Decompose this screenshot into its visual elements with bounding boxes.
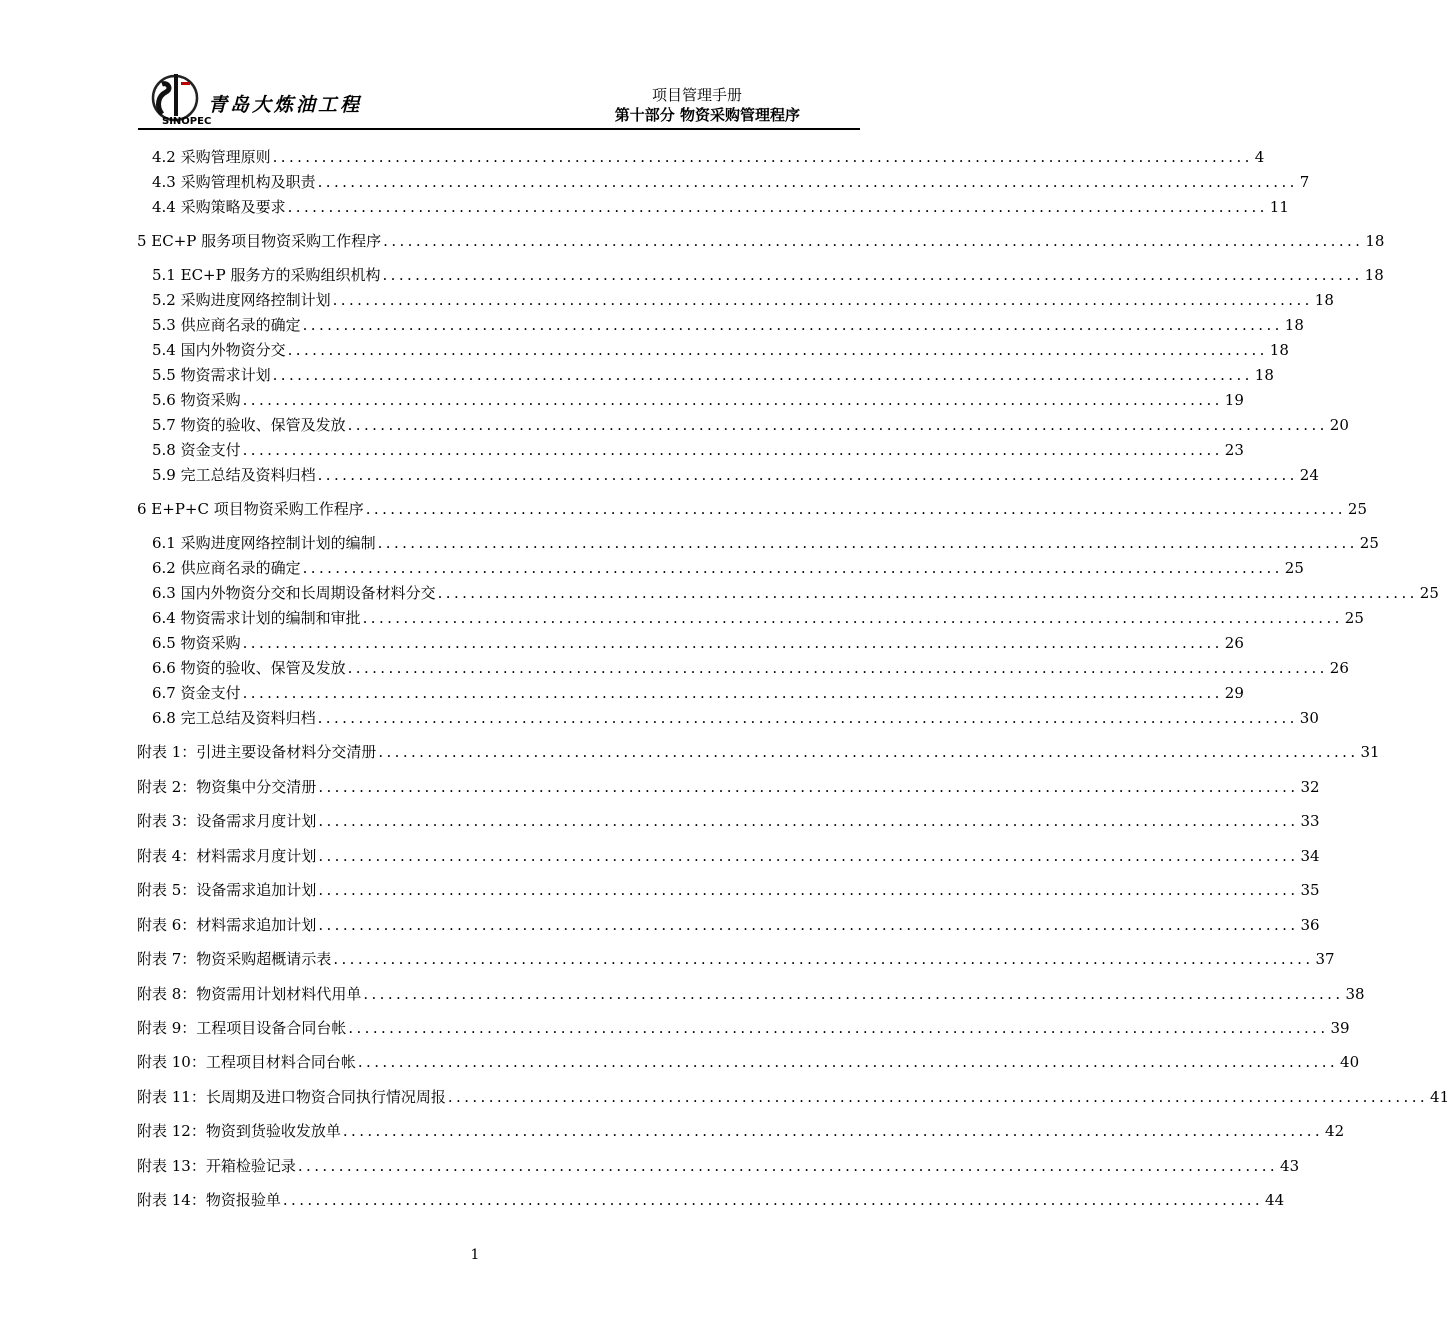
toc-leader-dots: ........................................................................................................................ [447, 1088, 1429, 1106]
toc-entry-title: 附表 2：物资集中分交清册 [137, 778, 317, 796]
toc-entry[interactable] [137, 914, 1320, 936]
toc-entry-page: 18 [1269, 341, 1289, 359]
toc-leader-dots: ........................................................................................................................ [302, 316, 1283, 334]
toc-entry[interactable] [137, 1189, 1285, 1211]
toc-entry-title: 附表 10：工程项目材料合同台帐 [137, 1053, 356, 1071]
toc-entry-page: 30 [1299, 709, 1319, 727]
toc-entry-title: 5.1 EC+P 服务方的采购组织机构 [152, 266, 381, 284]
toc-entry-page: 25 [1359, 534, 1379, 552]
toc-entry[interactable] [152, 657, 1349, 679]
toc-entry[interactable] [137, 1051, 1360, 1073]
toc-entry[interactable] [152, 171, 1310, 193]
toc-entry-title: 6.6 物资的验收、保管及发放 [152, 659, 346, 677]
toc-entry[interactable] [152, 339, 1289, 361]
document-subtitle: 第十部分 物资采购管理程序 [614, 106, 800, 124]
toc-leader-dots: ........................................................................................................................ [347, 659, 1328, 677]
toc-entry[interactable] [137, 879, 1320, 901]
toc-entry-page: 23 [1224, 441, 1244, 459]
toc-entry[interactable] [152, 414, 1349, 436]
toc-leader-dots: ........................................................................................................................ [318, 881, 1299, 899]
toc-entry[interactable] [137, 948, 1335, 970]
toc-leader-dots: ........................................................................................................................ [282, 1191, 1264, 1209]
toc-entry-title: 附表 11：长周期及进口物资合同执行情况周报 [137, 1088, 446, 1106]
toc-entry-page: 4 [1254, 148, 1265, 166]
toc-entry-title: 6.4 物资需求计划的编制和审批 [152, 609, 361, 627]
toc-leader-dots: ........................................................................................................................ [383, 232, 1364, 250]
toc-entry-page: 29 [1224, 684, 1244, 702]
toc-entry[interactable] [152, 682, 1244, 704]
toc-entry-page: 32 [1300, 778, 1320, 796]
toc-entry-title: 6 E+P+C 项目物资采购工作程序 [137, 500, 364, 518]
toc-entry-page: 7 [1299, 173, 1310, 191]
toc-entry-title: 4.3 采购管理机构及职责 [152, 173, 316, 191]
toc-leader-dots: ........................................................................................................................ [242, 634, 1223, 652]
toc-entry[interactable] [152, 314, 1304, 336]
toc-leader-dots: ........................................................................................................................ [317, 466, 1298, 484]
toc-entry[interactable] [137, 230, 1385, 252]
toc-entry[interactable] [137, 810, 1320, 832]
toc-leader-dots: ........................................................................................................................ [272, 366, 1253, 384]
toc-entry-title: 附表 1：引进主要设备材料分交清册 [137, 743, 377, 761]
toc-entry-page: 42 [1325, 1122, 1345, 1140]
toc-leader-dots: ........................................................................................................................ [348, 1019, 1329, 1037]
company-name: 青岛大炼油工程 [208, 94, 363, 116]
toc-entry-page: 44 [1265, 1191, 1285, 1209]
toc-entry[interactable] [137, 1155, 1300, 1177]
document-title: 项目管理手册 [651, 86, 742, 104]
toc-leader-dots: ........................................................................................................................ [437, 584, 1418, 602]
toc-entry-page: 40 [1340, 1053, 1360, 1071]
toc-entry[interactable] [152, 632, 1244, 654]
toc-leader-dots: ........................................................................................................................ [342, 1122, 1324, 1140]
toc-entry[interactable] [137, 1120, 1345, 1142]
toc-entry-title: 附表 4：材料需求月度计划 [137, 847, 317, 865]
toc-entry-title: 5.5 物资需求计划 [152, 366, 271, 384]
toc-entry[interactable] [152, 464, 1319, 486]
toc-entry-title: 6.8 完工总结及资料归档 [152, 709, 316, 727]
toc-entry-title: 6.2 供应商名录的确定 [152, 559, 301, 577]
toc-leader-dots: ........................................................................................................................ [317, 709, 1298, 727]
toc-entry-page: 19 [1224, 391, 1244, 409]
toc-entry-title: 5.7 物资的验收、保管及发放 [152, 416, 346, 434]
toc-entry-title: 4.2 采购管理原则 [152, 148, 271, 166]
toc-entry-page: 36 [1300, 916, 1320, 934]
toc-entry[interactable] [152, 582, 1439, 604]
toc-leader-dots: ........................................................................................................................ [362, 609, 1343, 627]
toc-entry-title: 附表 14：物资报验单 [137, 1191, 281, 1209]
toc-leader-dots: ........................................................................................................................ [365, 500, 1346, 518]
toc-entry-title: 附表 8：物资需用计划材料代用单 [137, 985, 362, 1003]
toc-entry-title: 附表 12：物资到货验收发放单 [137, 1122, 341, 1140]
toc-entry-page: 25 [1284, 559, 1304, 577]
toc-entry-title: 6.1 采购进度网络控制计划的编制 [152, 534, 376, 552]
toc-entry-page: 25 [1344, 609, 1364, 627]
toc-entry-page: 35 [1300, 881, 1320, 899]
toc-entry-page: 25 [1347, 500, 1368, 518]
toc-leader-dots: ........................................................................................................................ [242, 391, 1223, 409]
toc-entry[interactable] [137, 845, 1320, 867]
toc-entry-page: 18 [1365, 232, 1385, 250]
toc-entry-title: 6.3 国内外物资分交和长周期设备材料分交 [152, 584, 436, 602]
toc-entry-page: 18 [1364, 266, 1384, 284]
toc-leader-dots: ........................................................................................................................ [382, 266, 1363, 284]
toc-entry-page: 24 [1299, 466, 1319, 484]
toc-entry[interactable] [152, 146, 1265, 168]
toc-entry-page: 11 [1269, 198, 1289, 216]
toc-entry-title: 5.8 资金支付 [152, 441, 241, 459]
toc-entry[interactable] [152, 557, 1304, 579]
toc-entry[interactable] [152, 264, 1384, 286]
toc-leader-dots: ........................................................................................................................ [242, 684, 1223, 702]
toc-leader-dots: ........................................................................................................................ [318, 847, 1299, 865]
toc-leader-dots: ........................................................................................................................ [347, 416, 1328, 434]
toc-entry-title: 6.5 物资采购 [152, 634, 241, 652]
toc-entry[interactable] [152, 289, 1334, 311]
toc-leader-dots: ........................................................................................................................ [363, 985, 1344, 1003]
toc-entry-page: 18 [1254, 366, 1274, 384]
toc-entry-page: 26 [1329, 659, 1349, 677]
toc-entry-title: 附表 9：工程项目设备合同台帐 [137, 1019, 347, 1037]
toc-entry-page: 34 [1300, 847, 1320, 865]
toc-entry-page: 26 [1224, 634, 1244, 652]
toc-entry-title: 5 EC+P 服务项目物资采购工作程序 [137, 232, 382, 250]
toc-leader-dots: ........................................................................................................................ [287, 198, 1268, 216]
toc-entry-page: 18 [1314, 291, 1334, 309]
toc-leader-dots: ........................................................................................................................ [332, 291, 1313, 309]
page-number: 1 [470, 1247, 480, 1263]
toc-entry-title: 6.7 资金支付 [152, 684, 241, 702]
toc-leader-dots: ........................................................................................................................ [318, 778, 1299, 796]
toc-leader-dots: ........................................................................................................................ [272, 148, 1253, 166]
toc-entry[interactable] [152, 532, 1379, 554]
toc-entry-title: 附表 6：材料需求追加计划 [137, 916, 317, 934]
toc-leader-dots: ........................................................................................................................ [377, 534, 1358, 552]
toc-leader-dots: ........................................................................................................................ [297, 1157, 1279, 1175]
toc-leader-dots: ........................................................................................................................ [302, 559, 1283, 577]
toc-leader-dots: ........................................................................................................................ [318, 916, 1299, 934]
toc-entry-page: 18 [1284, 316, 1304, 334]
toc-entry-page: 37 [1315, 950, 1335, 968]
toc-leader-dots: ........................................................................................................................ [318, 812, 1299, 830]
toc-entry[interactable] [152, 439, 1244, 461]
toc-leader-dots: ........................................................................................................................ [317, 173, 1298, 191]
toc-entry-title: 附表 13：开箱检验记录 [137, 1157, 296, 1175]
toc-entry[interactable] [152, 364, 1274, 386]
toc-entry-title: 附表 7：物资采购超概请示表 [137, 950, 332, 968]
toc-entry-title: 5.3 供应商名录的确定 [152, 316, 301, 334]
toc-entry-title: 5.2 采购进度网络控制计划 [152, 291, 331, 309]
toc-leader-dots: ........................................................................................................................ [287, 341, 1268, 359]
toc-entry-page: 33 [1300, 812, 1320, 830]
toc-entry-page: 25 [1419, 584, 1439, 602]
toc-entry-title: 附表 3：设备需求月度计划 [137, 812, 317, 830]
toc-entry-page: 43 [1280, 1157, 1300, 1175]
toc-entry-title: 4.4 采购策略及要求 [152, 198, 286, 216]
toc-entry[interactable] [137, 1017, 1350, 1039]
toc-entry-page: 39 [1330, 1019, 1350, 1037]
toc-entry[interactable] [152, 389, 1244, 411]
toc-entry[interactable] [137, 1086, 1449, 1108]
toc-entry-page: 41 [1430, 1088, 1449, 1106]
svg-text:SINOPEC: SINOPEC [162, 116, 212, 127]
toc-entry-page: 38 [1345, 985, 1365, 1003]
toc-entry[interactable] [137, 983, 1365, 1005]
toc-entry-page: 20 [1329, 416, 1349, 434]
toc-entry[interactable] [152, 607, 1364, 629]
toc-entry[interactable] [137, 498, 1368, 520]
toc-entry[interactable] [152, 196, 1289, 218]
toc-entry-title: 附表 5：设备需求追加计划 [137, 881, 317, 899]
toc-leader-dots: ........................................................................................................................ [333, 950, 1314, 968]
toc-entry-title: 5.6 物资采购 [152, 391, 241, 409]
toc-entry-title: 5.9 完工总结及资料归档 [152, 466, 316, 484]
toc-leader-dots: ........................................................................................................................ [357, 1053, 1339, 1071]
toc-entry-title: 5.4 国内外物资分交 [152, 341, 286, 359]
toc-entry[interactable] [137, 741, 1380, 763]
toc-entry-page: 31 [1360, 743, 1380, 761]
toc-leader-dots: ........................................................................................................................ [378, 743, 1359, 761]
toc-leader-dots: ........................................................................................................................ [242, 441, 1223, 459]
toc-entry[interactable] [137, 776, 1320, 798]
toc-entry[interactable] [152, 707, 1319, 729]
